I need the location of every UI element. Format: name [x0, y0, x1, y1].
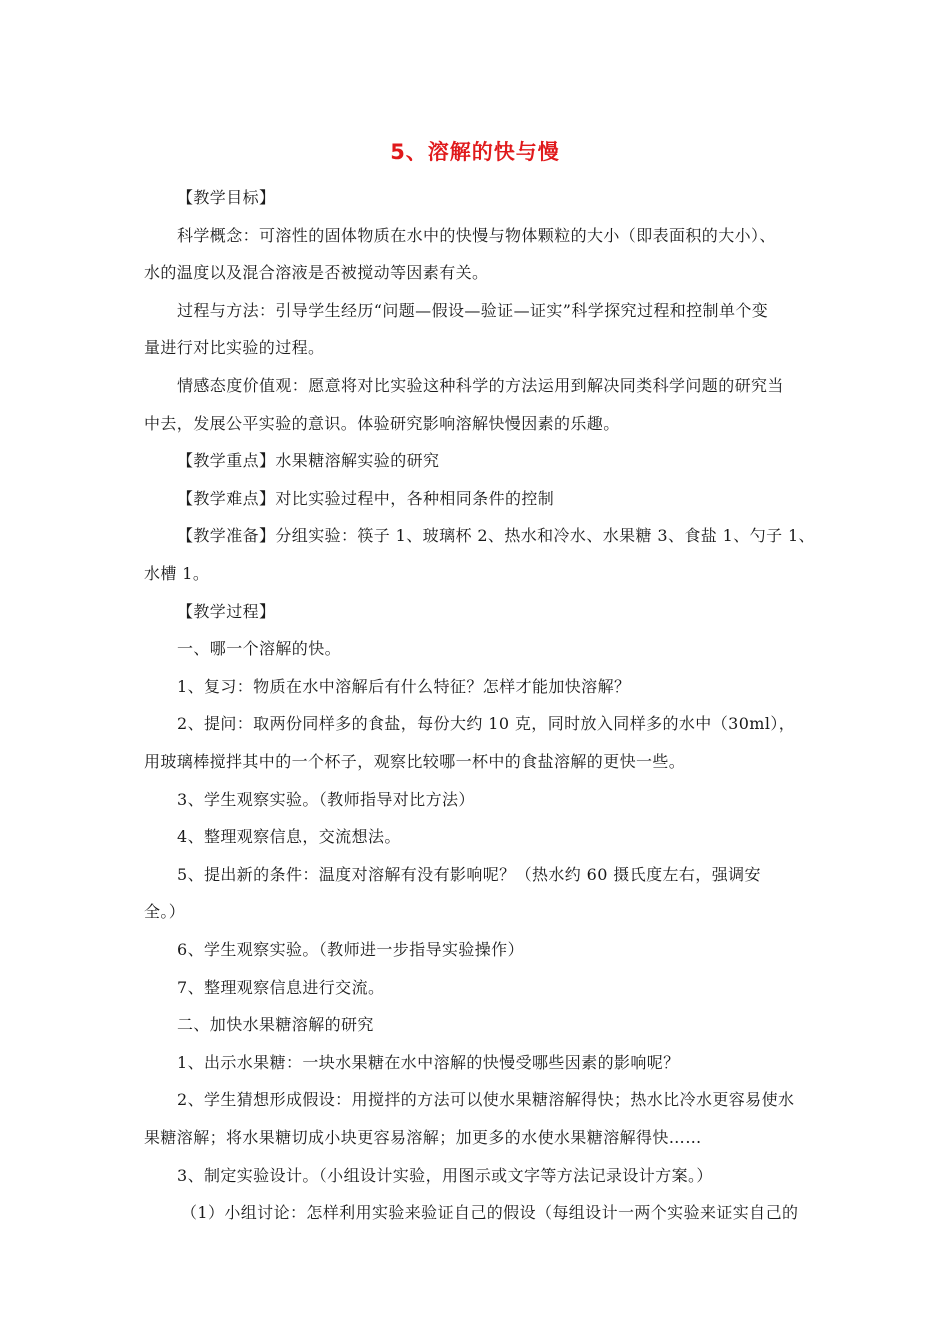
paragraph-line: 2、提问：取两份同样多的食盐，每份大约 10 克，同时放入同样多的水中（30ml），	[177, 714, 796, 733]
paragraph-line: 过程与方法：引导学生经历“问题—假设—验证—证实”科学探究过程和控制单个变	[177, 301, 769, 320]
paragraph-line: 【教学目标】	[177, 188, 276, 207]
paragraph-line: 【教学难点】对比实验过程中，各种相同条件的控制	[177, 489, 555, 508]
paragraph-line: 3、学生观察实验。（教师指导对比方法）	[177, 790, 475, 809]
paragraph-line: 用玻璃棒搅拌其中的一个杯子，观察比较哪一杯中的食盐溶解的更快一些。	[144, 752, 686, 771]
paragraph-line: 【教学准备】分组实验：筷子 1、玻璃杯 2、热水和冷水、水果糖 3、食盐 1、勺子 1、	[177, 526, 815, 545]
paragraph-line: 全。）	[144, 902, 186, 921]
paragraph-line: 5、提出新的条件：温度对溶解有没有影响呢？（热水约 60 摄氏度左右，强调安	[177, 865, 761, 884]
paragraph-line: 6、学生观察实验。（教师进一步指导实验操作）	[177, 940, 524, 959]
paragraph-line: 果糖溶解；将水果糖切成小块更容易溶解；加更多的水使水果糖溶解得快……	[144, 1128, 702, 1147]
paragraph-line: 二、加快水果糖溶解的研究	[177, 1015, 374, 1034]
paragraph-line: 量进行对比实验的过程。	[144, 338, 325, 357]
paragraph-line: （1）小组讨论：怎样利用实验来验证自己的假设（每组设计一两个实验来证实自己的	[181, 1203, 799, 1222]
paragraph-line: 2、学生猜想形成假设：用搅拌的方法可以使水果糖溶解得快；热水比冷水更容易使水	[177, 1090, 795, 1109]
paragraph-line: 1、复习：物质在水中溶解后有什么特征？怎样才能加快溶解？	[177, 677, 631, 696]
paragraph-line: 1、出示水果糖：一块水果糖在水中溶解的快慢受哪些因素的影响呢？	[177, 1053, 680, 1072]
paragraph-line: 一、哪一个溶解的快。	[177, 639, 342, 658]
paragraph-line: 3、制定实验设计。（小组设计实验，用图示或文字等方法记录设计方案。）	[177, 1166, 713, 1185]
paragraph-line: 【教学过程】	[177, 602, 276, 621]
paragraph-line: 【教学重点】水果糖溶解实验的研究	[177, 451, 440, 470]
paragraph-line: 情感态度价值观：愿意将对比实验这种科学的方法运用到解决同类科学问题的研究当	[177, 376, 784, 395]
paragraph-line: 7、整理观察信息进行交流。	[177, 978, 385, 997]
paragraph-line: 水的温度以及混合溶液是否被搅动等因素有关。	[144, 263, 489, 282]
paragraph-line: 水槽 1。	[144, 564, 210, 583]
paragraph-line: 科学概念：可溶性的固体物质在水中的快慢与物体颗粒的大小（即表面积的大小）、	[177, 226, 776, 245]
page-title: 5、溶解的快与慢	[390, 140, 560, 164]
paragraph-line: 中去，发展公平实验的意识。体验研究影响溶解快慢因素的乐趣。	[144, 414, 620, 433]
paragraph-line: 4、整理观察信息，交流想法。	[177, 827, 401, 846]
